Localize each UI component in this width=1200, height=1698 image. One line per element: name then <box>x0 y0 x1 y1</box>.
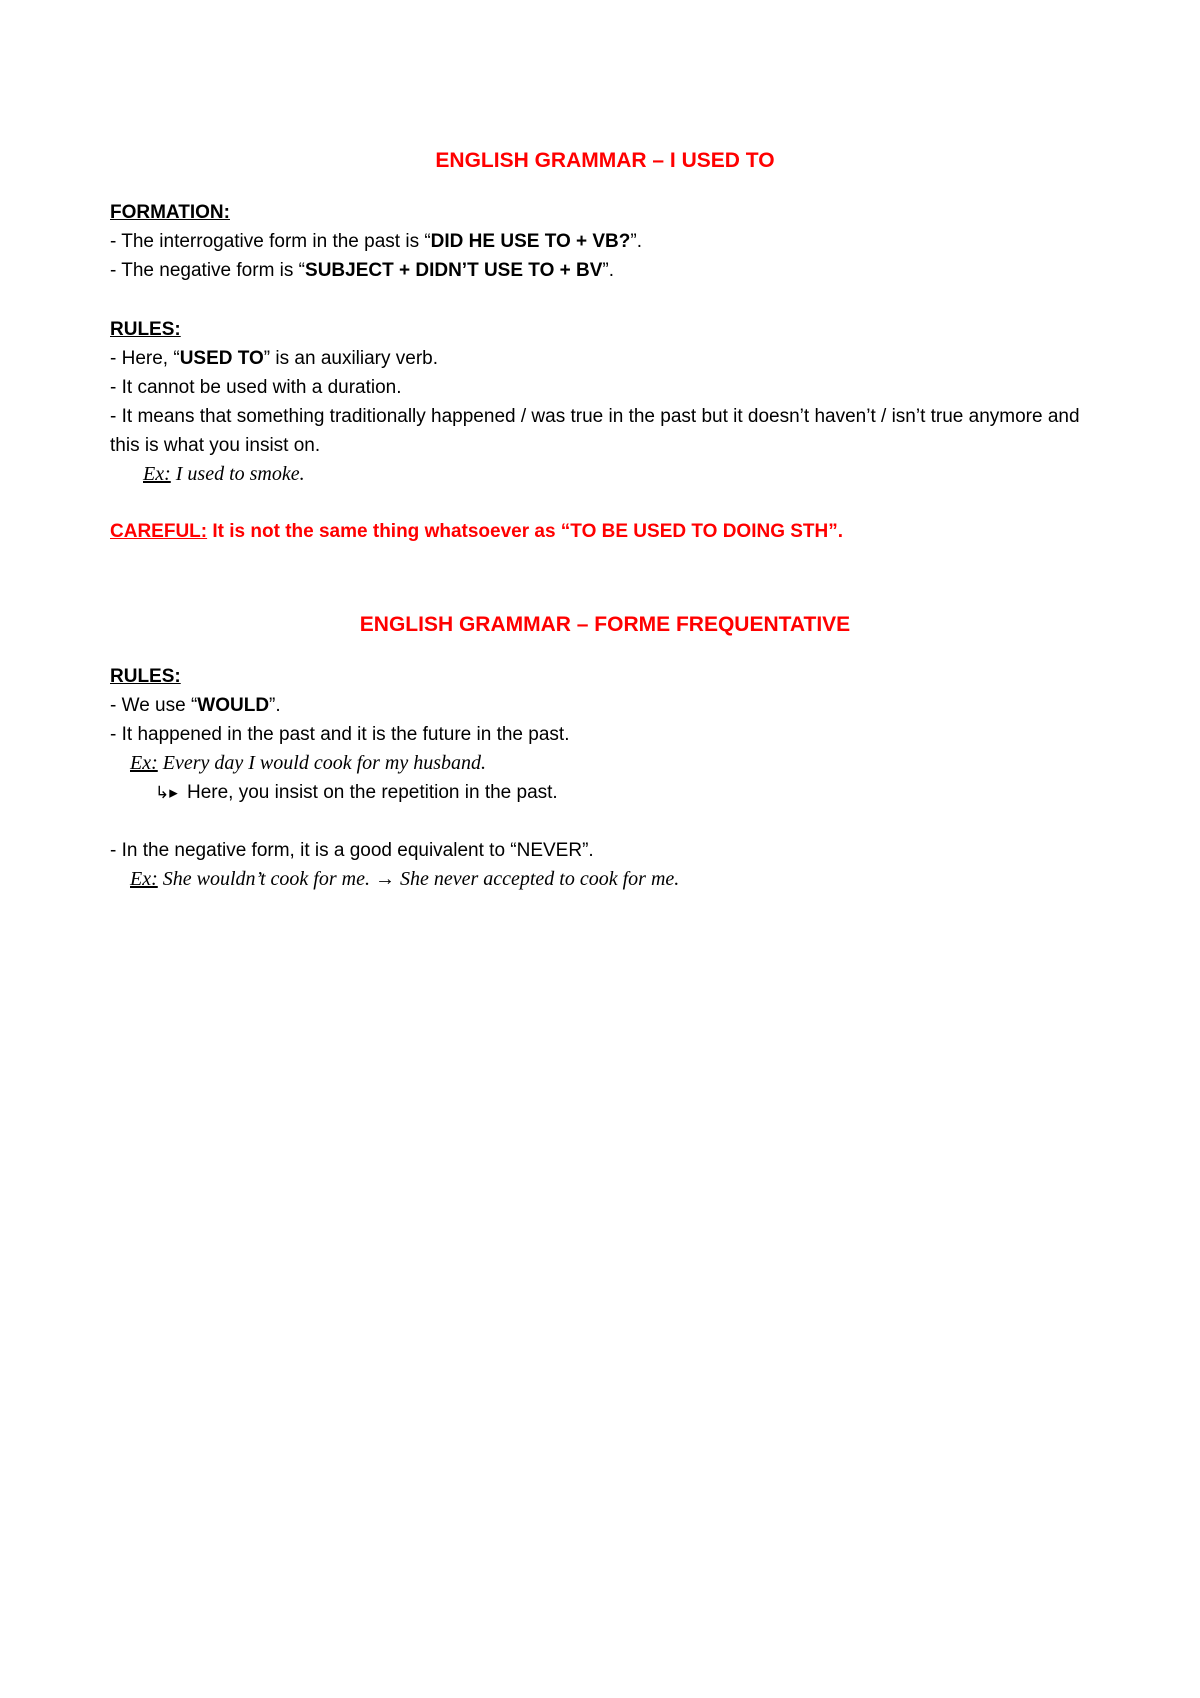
text-span: ”. <box>269 695 281 716</box>
rule-future-in-past: - It happened in the past and it is the future in the past. <box>110 724 570 745</box>
note-text: Here, you insist on the repetition in the past. <box>187 782 558 803</box>
section-title-forme-frequentative: ENGLISH GRAMMAR – FORME FREQUENTATIVE <box>359 613 851 636</box>
bold-span: USED TO <box>179 348 264 369</box>
text-span: - Here, “ <box>110 348 180 369</box>
bold-span: DID HE USE TO + VB? <box>430 231 631 252</box>
formation-negative-line <box>110 256 1100 285</box>
rule-never-equivalent: - In the negative form, it is a good equivalent to “NEVER”. <box>110 840 594 861</box>
text-span: ” is an auxiliary verb. <box>263 348 439 369</box>
rule-meaning: - It means that something traditionally happened / was true in the past but it doesn’t haven’t / isn’t true anymore and this is what you insist on. <box>110 406 1080 456</box>
example-label: Ex: <box>130 752 158 774</box>
section-title-used-to: ENGLISH GRAMMAR – I USED TO <box>435 149 775 172</box>
example-text: Every day I would cook for my husband. <box>157 752 487 774</box>
formation-interrogative-line <box>110 227 1100 256</box>
return-arrow-icon: ↳▸ <box>155 783 178 803</box>
rule-use-would <box>110 691 1100 720</box>
example-used-to-smoke <box>110 460 1100 489</box>
text-span: - The negative form is “ <box>110 260 306 281</box>
repetition-note <box>110 778 1100 808</box>
document-content <box>110 146 1100 894</box>
rule-auxiliary-verb <box>110 344 1100 373</box>
example-cook-husband <box>110 749 1100 778</box>
careful-text: It is not the same thing whatsoever as “TO BE USED TO DOING STH”. <box>207 521 844 542</box>
example-label: Ex: <box>130 868 158 890</box>
formation-heading: FORMATION: <box>110 202 230 223</box>
bold-span: WOULD <box>197 695 270 716</box>
text-span: ”. <box>602 260 615 281</box>
example-text: I used to smoke. <box>170 463 305 485</box>
bold-span: SUBJECT + DIDN’T USE TO + BV <box>305 260 603 281</box>
example-label: Ex: <box>143 463 171 485</box>
text-span: ”. <box>630 231 642 252</box>
careful-label: CAREFUL: <box>110 521 208 542</box>
text-span: - We use “ <box>110 695 198 716</box>
text-span: - The interrogative form in the past is “ <box>110 231 431 252</box>
example-text: She wouldn’t cook for me. → She never accepted to cook for me. <box>157 868 680 890</box>
rules-heading: RULES: <box>110 666 181 687</box>
careful-note <box>110 517 1100 546</box>
rules-heading: RULES: <box>110 319 181 340</box>
example-never-cook <box>110 865 1100 894</box>
rule-no-duration: - It cannot be used with a duration. <box>110 377 402 398</box>
